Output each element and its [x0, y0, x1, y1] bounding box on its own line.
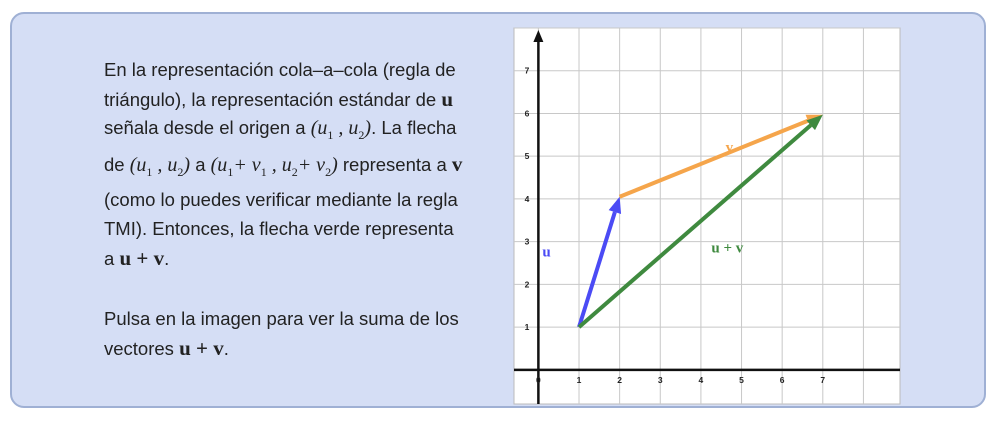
y-tick-label: 4 [524, 193, 530, 204]
text-segment: . La flecha de [104, 117, 457, 175]
paragraph-click-hint [104, 305, 464, 363]
x-tick-label: 3 [657, 374, 663, 385]
text-segment: representa a [337, 153, 452, 175]
vector-u-plus-v-label: u + v [711, 240, 744, 257]
vector-u-symbol: u [441, 86, 454, 111]
y-tick-label: 1 [524, 322, 530, 333]
y-tick-label: 7 [524, 65, 530, 76]
x-tick-label: 2 [617, 374, 623, 385]
text-segment: En la representación cola–a–cola (regla de triángulo), la representación estándar de [104, 59, 456, 110]
vector-u-label: u [542, 244, 551, 261]
coord-u-2: ($u_1$ , $u_2$) [129, 153, 191, 179]
text-segment: a [190, 153, 211, 175]
vector-sum-symbol: u + v [119, 245, 165, 270]
x-tick-label: 6 [779, 374, 785, 385]
paragraph-tail-to-tail [104, 56, 464, 273]
x-tick-label: 1 [576, 374, 582, 385]
coord-u-1: ($u_1$ , $u_2$) [310, 117, 372, 143]
explanation-text [104, 56, 464, 363]
text-segment: Pulsa en la imagen para ver la suma de los vectores [104, 308, 459, 359]
vector-v-symbol: v [451, 151, 463, 176]
content-card [10, 12, 986, 408]
vector-v-label: v [725, 139, 734, 156]
vector-sum-symbol: u + v [179, 335, 224, 360]
x-tick-label: 0 [536, 374, 541, 385]
y-tick-label: 3 [524, 236, 530, 247]
text-segment: . [164, 247, 170, 269]
y-tick-label: 6 [524, 108, 530, 119]
y-tick-label: 5 [524, 151, 530, 162]
text-segment: señala desde el origen a [104, 117, 311, 139]
x-tick-label: 4 [698, 374, 704, 385]
x-tick-label: 5 [739, 374, 744, 385]
coord-u-plus-v: ($u_1+ v_1$ , $u_2+ v_2$) [210, 153, 338, 179]
vector-plot[interactable] [512, 26, 912, 406]
text-segment: (como lo puedes verificar mediante la regla TMI). Entonces, la flecha verde representa a [104, 189, 458, 269]
text-segment: . [223, 337, 229, 359]
x-tick-label: 7 [820, 374, 826, 385]
y-tick-label: 2 [524, 279, 530, 290]
